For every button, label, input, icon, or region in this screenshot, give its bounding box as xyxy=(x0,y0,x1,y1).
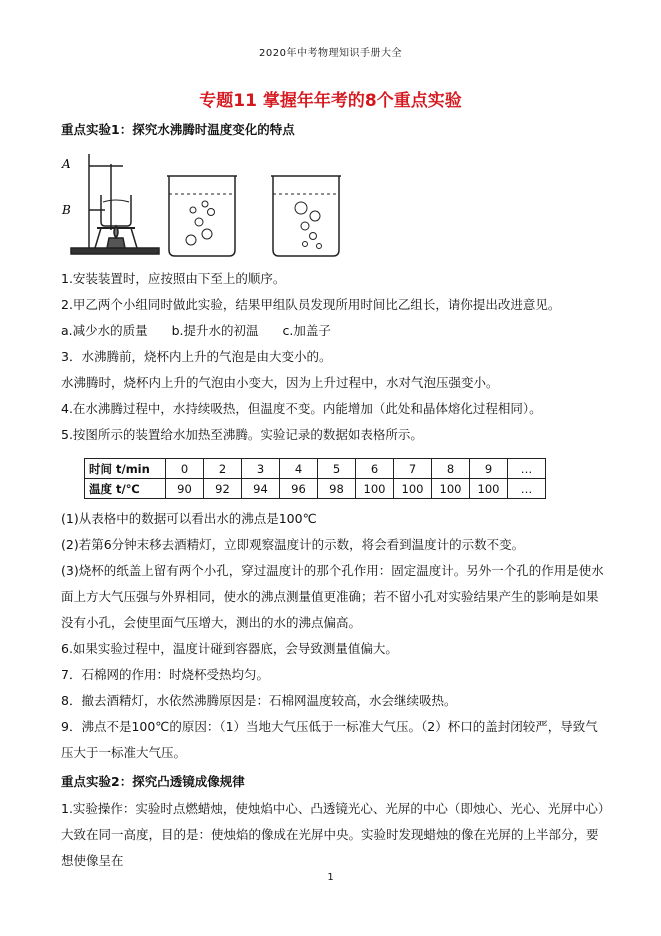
options-line xyxy=(61,318,606,344)
table-cell: 0 xyxy=(166,459,204,479)
option-b: b.提升水的初温 xyxy=(171,323,259,338)
table-cell: 90 xyxy=(166,479,204,499)
table-cell: 96 xyxy=(280,479,318,499)
table-cell: 100 xyxy=(394,479,432,499)
section1-heading: 重点实验1：探究水沸腾时温度变化的特点 xyxy=(61,122,295,137)
text-line: 3．水沸腾前，烧杯内上升的气泡是由大变小的。 xyxy=(61,349,332,364)
table-cell: 94 xyxy=(242,479,280,499)
table-cell: … xyxy=(508,479,546,499)
option-a: a.减少水的质量 xyxy=(61,323,148,338)
table-cell: 100 xyxy=(470,479,508,499)
text-line: 2.甲乙两个小组同时做此实验，结果甲组队员发现所用时间比乙组长，请你提出改进意见。 xyxy=(61,297,561,312)
table-cell: 3 xyxy=(242,459,280,479)
text-line: 6.如果实验过程中，温度计碰到容器底，会导致测量值偏大。 xyxy=(61,641,398,656)
table-row-label: 温度 t/℃ xyxy=(85,479,166,499)
beaker-1 xyxy=(167,176,237,256)
table-row-time xyxy=(85,459,546,479)
table-cell: 2 xyxy=(204,459,242,479)
data-table xyxy=(84,458,546,499)
section2-heading: 重点实验2：探究凸透镜成像规律 xyxy=(61,774,245,789)
page-number: 1 xyxy=(327,872,334,883)
apparatus-drawing xyxy=(71,154,159,254)
page-title: 专题11 掌握年年考的8个重点实验 xyxy=(199,91,462,111)
table-cell: 92 xyxy=(204,479,242,499)
table-cell: 4 xyxy=(280,459,318,479)
table-cell: 100 xyxy=(432,479,470,499)
text-line: 4.在水沸腾过程中，水持续吸热，但温度不变。内能增加（此处和晶体熔化过程相同）。 xyxy=(61,401,542,416)
label-b: B xyxy=(62,203,71,217)
table-cell: 100 xyxy=(356,479,394,499)
text-paragraph: 9．沸点不是100℃的原因：（1）当地大气压低于一标准大气压。（2）杯口的盖封闭较严，导致气压大于一标准大气压。 xyxy=(61,719,598,760)
table-row-label: 时间 t/min xyxy=(85,459,166,479)
table-row-temp xyxy=(85,479,546,499)
label-a: A xyxy=(62,157,71,171)
table-cell: … xyxy=(508,459,546,479)
text-line: 1.安装装置时，应按照由下至上的顺序。 xyxy=(61,271,286,286)
text-paragraph: (3)烧杯的纸盖上留有两个小孔，穿过温度计的那个孔作用：固定温度计。另外一个孔的作用是使水面上方大气压强与外界相同，使水的沸点测量值更准确；若不留小孔对实验结果产生的影响是如果没有小孔，会使里面气压增大，测出的水的沸点偏高。 xyxy=(61,563,604,630)
table-cell: 9 xyxy=(470,459,508,479)
beaker-2 xyxy=(271,176,341,256)
experiment-figure xyxy=(61,150,361,262)
table-cell: 7 xyxy=(394,459,432,479)
text-line: 5.按图所示的装置给水加热至沸腾。实验记录的数据如表格所示。 xyxy=(61,427,423,442)
table-cell: 6 xyxy=(356,459,394,479)
text-line: (1)从表格中的数据可以看出水的沸点是100℃ xyxy=(61,511,317,526)
text-line: 8．撤去酒精灯，水依然沸腾原因是：石棉网温度较高，水会继续吸热。 xyxy=(61,693,457,708)
text-paragraph: 1.实验操作：实验时点燃蜡烛，使烛焰中心、凸透镜光心、光屏的中心（即烛心、光心、光屏中心）大致在同一高度，目的是：使烛焰的像成在光屏中央。实验时发现蜡烛的像在光屏的上半部分，要想使像呈在 xyxy=(61,801,605,868)
table-cell: 5 xyxy=(318,459,356,479)
text-line: 水沸腾时，烧杯内上升的气泡由小变大，因为上升过程中，水对气泡压强变小。 xyxy=(61,375,499,390)
table-cell: 98 xyxy=(318,479,356,499)
table-cell: 8 xyxy=(432,459,470,479)
text-line: 7．石棉网的作用：时烧杯受热均匀。 xyxy=(61,667,269,682)
option-c: c.加盖子 xyxy=(282,323,331,338)
text-line: (2)若第6分钟末移去酒精灯，立即观察温度计的示数，将会看到温度计的示数不变。 xyxy=(61,537,525,552)
page-header: 2020年中考物理知识手册大全 xyxy=(259,48,402,59)
